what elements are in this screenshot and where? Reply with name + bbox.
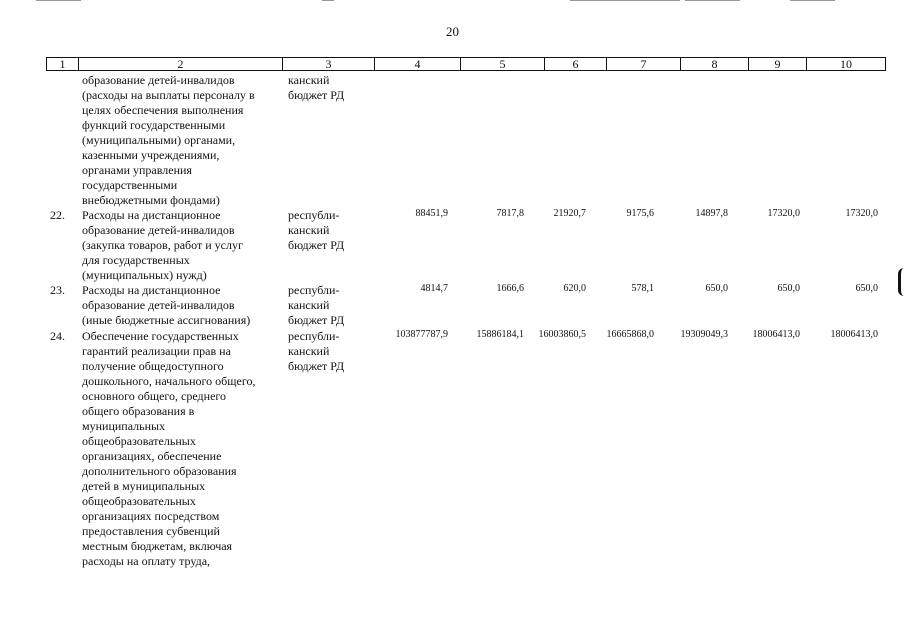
value-col-10: 18006413,0 bbox=[830, 329, 878, 340]
value-col-6: 21920,7 bbox=[553, 208, 586, 219]
value-col-10: 650,0 bbox=[855, 283, 878, 294]
value-col-6: 16003860,5 bbox=[538, 329, 586, 340]
value-col-8: 650,0 bbox=[705, 283, 728, 294]
scan-edge-mark bbox=[898, 268, 905, 296]
value-col-10: 17320,0 bbox=[845, 208, 878, 219]
row-description: Расходы на дистанционное образование детей-инвалидов (закупка товаров, работ и услуг для государственных (муниципальных) нужд) bbox=[82, 208, 243, 282]
value-col-9: 18006413,0 bbox=[752, 329, 800, 340]
value-col-7: 578,1 bbox=[631, 283, 654, 294]
row-budget: канский бюджет РД bbox=[288, 73, 345, 102]
value-col-8: 19309049,3 bbox=[680, 329, 728, 340]
header-col-10: 10 bbox=[840, 57, 852, 71]
header-col-1: 1 bbox=[47, 58, 79, 70]
row-budget: республи- канский бюджет РД bbox=[288, 283, 345, 327]
table-header bbox=[46, 57, 886, 71]
value-col-6: 620,0 bbox=[563, 283, 586, 294]
page-number: 20 bbox=[446, 24, 459, 39]
top-rule-2 bbox=[322, 0, 334, 1]
row-budget: республи- канский бюджет РД bbox=[288, 329, 345, 373]
value-col-9: 650,0 bbox=[777, 283, 800, 294]
value-col-5: 15886184,1 bbox=[476, 329, 524, 340]
value-col-5: 7817,8 bbox=[496, 208, 524, 219]
row-description: образование детей-инвалидов (расходы на выплаты персоналу в целях обеспечения выполнения функций государственными (муниципальными) органами, казенными учреждениями, органами управления государственными внебюджетными фондами) bbox=[82, 73, 255, 207]
header-col-9: 9 bbox=[749, 58, 807, 70]
top-rule-3 bbox=[570, 0, 680, 1]
row-number: 24. bbox=[50, 329, 65, 343]
header-col-3: 3 bbox=[283, 58, 375, 70]
value-col-4: 103877787,9 bbox=[395, 329, 448, 340]
top-rule-1 bbox=[36, 0, 81, 1]
value-col-4: 88451,9 bbox=[415, 208, 448, 219]
header-col-6: 6 bbox=[545, 58, 607, 70]
row-description: Обеспечение государственных гарантий реализации прав на получение общедоступного дошкольного, начального общего, основного общего, среднего общего образования в муниципальных общеобразовательных организациях, обеспечение дополнительного образования детей в муниципальных общеобразовательных организациях посредством предоставления субвенций местным бюджетам, включая расходы на оплату труда, bbox=[82, 329, 256, 568]
header-col-8: 8 bbox=[681, 58, 749, 70]
value-col-9: 17320,0 bbox=[767, 208, 800, 219]
value-col-8: 14897,8 bbox=[695, 208, 728, 219]
value-col-4: 4814,7 bbox=[420, 283, 448, 294]
header-col-4: 4 bbox=[375, 58, 461, 70]
row-number: 23. bbox=[50, 283, 65, 297]
header-col-5: 5 bbox=[461, 58, 545, 70]
header-col-2: 2 bbox=[79, 58, 283, 70]
row-description: Расходы на дистанционное образование детей-инвалидов (иные бюджетные ассигнования) bbox=[82, 283, 251, 327]
header-col-7: 7 bbox=[607, 58, 681, 70]
row-budget: республи- канский бюджет РД bbox=[288, 208, 345, 252]
value-col-7: 16665868,0 bbox=[606, 329, 654, 340]
top-rule-5 bbox=[790, 0, 835, 1]
value-col-5: 1666,6 bbox=[496, 283, 524, 294]
value-col-7: 9175,6 bbox=[626, 208, 654, 219]
row-number: 22. bbox=[50, 208, 65, 222]
top-rule-4 bbox=[685, 0, 740, 1]
